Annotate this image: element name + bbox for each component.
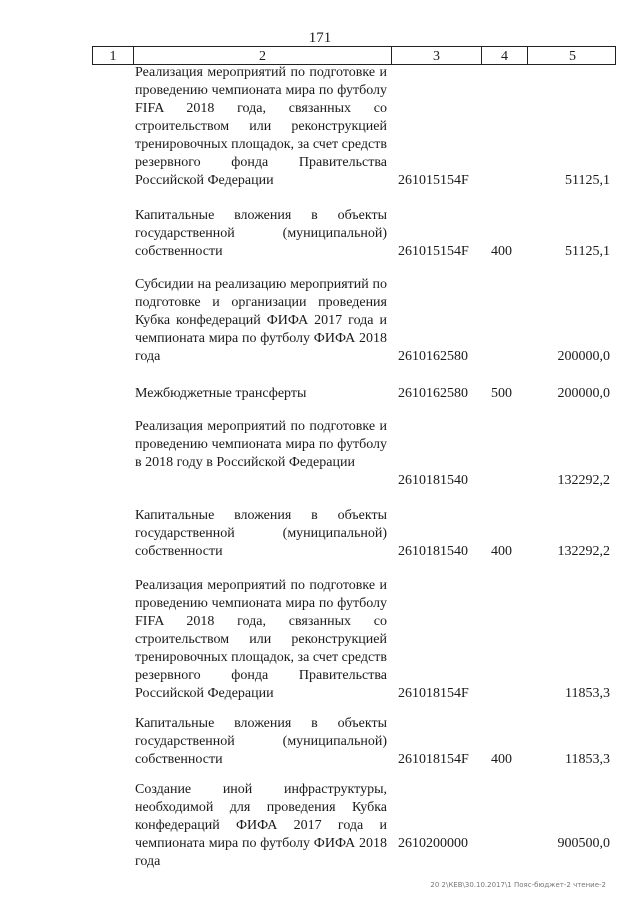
- row-code: 2610181540: [398, 473, 468, 488]
- header-col-1: 1: [93, 47, 134, 64]
- header-col-5: 5: [569, 49, 576, 64]
- row-amount: 132292,2: [557, 473, 610, 488]
- table-row: [0, 64, 640, 190]
- header-col-2: 2: [134, 47, 392, 64]
- row-amount: 11853,3: [565, 752, 610, 767]
- footer-file-path: 20 2\КЕВ\30.10.2017\1 Пояс-бюджет-2 чтение-2: [430, 881, 606, 889]
- table-row: [0, 276, 640, 366]
- row-amount: 11853,3: [565, 686, 610, 701]
- table-row: [0, 418, 640, 490]
- row-description: Капитальные вложения в объекты государственной (муниципальной) собственности: [135, 508, 387, 559]
- row-code: 261018154F: [398, 686, 469, 701]
- table-row: [0, 577, 640, 703]
- table-row: [0, 385, 640, 403]
- row-amount: 200000,0: [557, 386, 610, 401]
- row-code: 2610181540: [398, 544, 468, 559]
- row-code: 2610200000: [398, 836, 468, 851]
- row-type: 400: [491, 244, 512, 259]
- row-description: Реализация мероприятий по подготовке и проведению чемпионата мира по футболу FIFA 2018 года, связанных со строительством или реконструкцией тренировочных площадок, за счет средств резервного фонда Правительства Российской Федерации: [135, 65, 387, 188]
- header-col-4: 4: [482, 47, 528, 64]
- table-header: [92, 46, 616, 65]
- row-description: Межбюджетные трансферты: [135, 386, 307, 401]
- row-description: Реализация мероприятий по подготовке и проведению чемпионата мира по футболу FIFA 2018 года, связанных со строительством или реконструкцией тренировочных площадок, за счет средств резервного фонда Правительства Российской Федерации: [135, 578, 387, 701]
- row-type: 400: [491, 544, 512, 559]
- table-row: [0, 507, 640, 561]
- row-code: 2610162580: [398, 386, 468, 401]
- row-description: Капитальные вложения в объекты государственной (муниципальной) собственности: [135, 208, 387, 259]
- row-amount: 900500,0: [557, 836, 610, 851]
- row-amount: 51125,1: [565, 173, 610, 188]
- row-amount: 200000,0: [557, 349, 610, 364]
- header-col-3: 3: [392, 47, 482, 64]
- row-description: Капитальные вложения в объекты государственной (муниципальной) собственности: [135, 716, 387, 767]
- row-description: Субсидии на реализацию мероприятий по подготовке и организации проведения Кубка конфедераций ФИФА 2017 года и чемпионата мира по футболу ФИФА 2018 года: [135, 277, 387, 364]
- table-row: [0, 781, 640, 869]
- page-number: 171: [308, 30, 332, 46]
- table-row: [0, 207, 640, 261]
- row-code: 261015154F: [398, 173, 469, 188]
- row-type: 500: [491, 386, 512, 401]
- row-amount: 51125,1: [565, 244, 610, 259]
- row-code: 261015154F: [398, 244, 469, 259]
- row-code: 2610162580: [398, 349, 468, 364]
- row-code: 261018154F: [398, 752, 469, 767]
- table-row: [0, 715, 640, 769]
- row-description: Реализация мероприятий по подготовке и проведению чемпионата мира по футболу в 2018 году в Российской Федерации: [135, 419, 387, 470]
- row-description: Создание иной инфраструктуры, необходимой для проведения Кубка конфедераций ФИФА 2017 года и чемпионата мира по футболу ФИФА 2018 года: [135, 782, 387, 869]
- row-type: 400: [491, 752, 512, 767]
- row-amount: 132292,2: [557, 544, 610, 559]
